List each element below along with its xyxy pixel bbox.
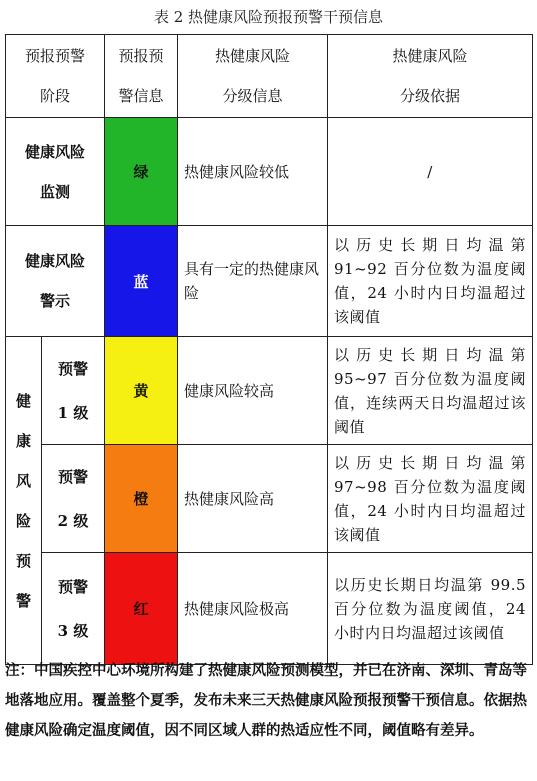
header-grade: 热健康风险 分级信息 xyxy=(178,35,328,118)
note-text: 中国疾控中心环境所构建了热健康风险预测模型，并已在济南、深圳、青岛等地落地应用。覆盖整个夏季，发布未来三天热健康风险预报预警干预信息。依据热健康风险确定温度阈值，因不同区域人群的热适应性不同，阈值略有差异。 xyxy=(5,662,527,739)
note-label: 注： xyxy=(5,662,34,679)
stage-monitor: 健康风险 监测 xyxy=(6,118,105,226)
header-signal: 预报预 警信息 xyxy=(105,35,178,118)
grade-level-3: 热健康风险极高 xyxy=(178,553,328,665)
basis-level-1: 以历史长期日均温第95~97 百分位数为温度阈值，连续两天日均温超过该阈值 xyxy=(328,337,533,445)
grade-level-1: 健康风险较高 xyxy=(178,337,328,445)
table-note xyxy=(5,656,532,746)
table-row xyxy=(6,553,533,665)
table-row xyxy=(6,118,533,226)
level-3: 预警 3 级 xyxy=(42,553,105,665)
heat-risk-table xyxy=(5,34,533,665)
grade-monitor: 热健康风险较低 xyxy=(178,118,328,226)
basis-notice: 以历史长期日均温第91~92 百分位数为温度阈值，24 小时内日均温超过该阈值 xyxy=(328,226,533,337)
grade-notice: 具有一定的热健康风险 xyxy=(178,226,328,337)
basis-level-3: 以历史长期日均温第 99.5 百分位数为温度阈值，24 小时内日均温超过该阈值 xyxy=(328,553,533,665)
header-basis: 热健康风险 分级依据 xyxy=(328,35,533,118)
signal-blue: 蓝 xyxy=(105,226,178,337)
signal-red: 红 xyxy=(105,553,178,665)
table-caption: 表 2 热健康风险预报预警干预信息 xyxy=(153,8,384,26)
level-2: 预警 2 级 xyxy=(42,445,105,553)
warning-group-label: 健 康 风 险 预 警 xyxy=(6,337,42,665)
signal-green: 绿 xyxy=(105,118,178,226)
header-row xyxy=(6,35,533,118)
header-stage: 预报预警 阶段 xyxy=(6,35,105,118)
grade-level-2: 热健康风险高 xyxy=(178,445,328,553)
signal-orange: 橙 xyxy=(105,445,178,553)
basis-level-2: 以历史长期日均温第97~98 百分位数为温度阈值，24 小时内日均温超过该阈值 xyxy=(328,445,533,553)
stage-notice: 健康风险 警示 xyxy=(6,226,105,337)
basis-monitor: / xyxy=(328,118,533,226)
table-row xyxy=(6,226,533,337)
level-1: 预警 1 级 xyxy=(42,337,105,445)
signal-yellow: 黄 xyxy=(105,337,178,445)
table-row xyxy=(6,337,533,445)
table-row xyxy=(6,445,533,553)
